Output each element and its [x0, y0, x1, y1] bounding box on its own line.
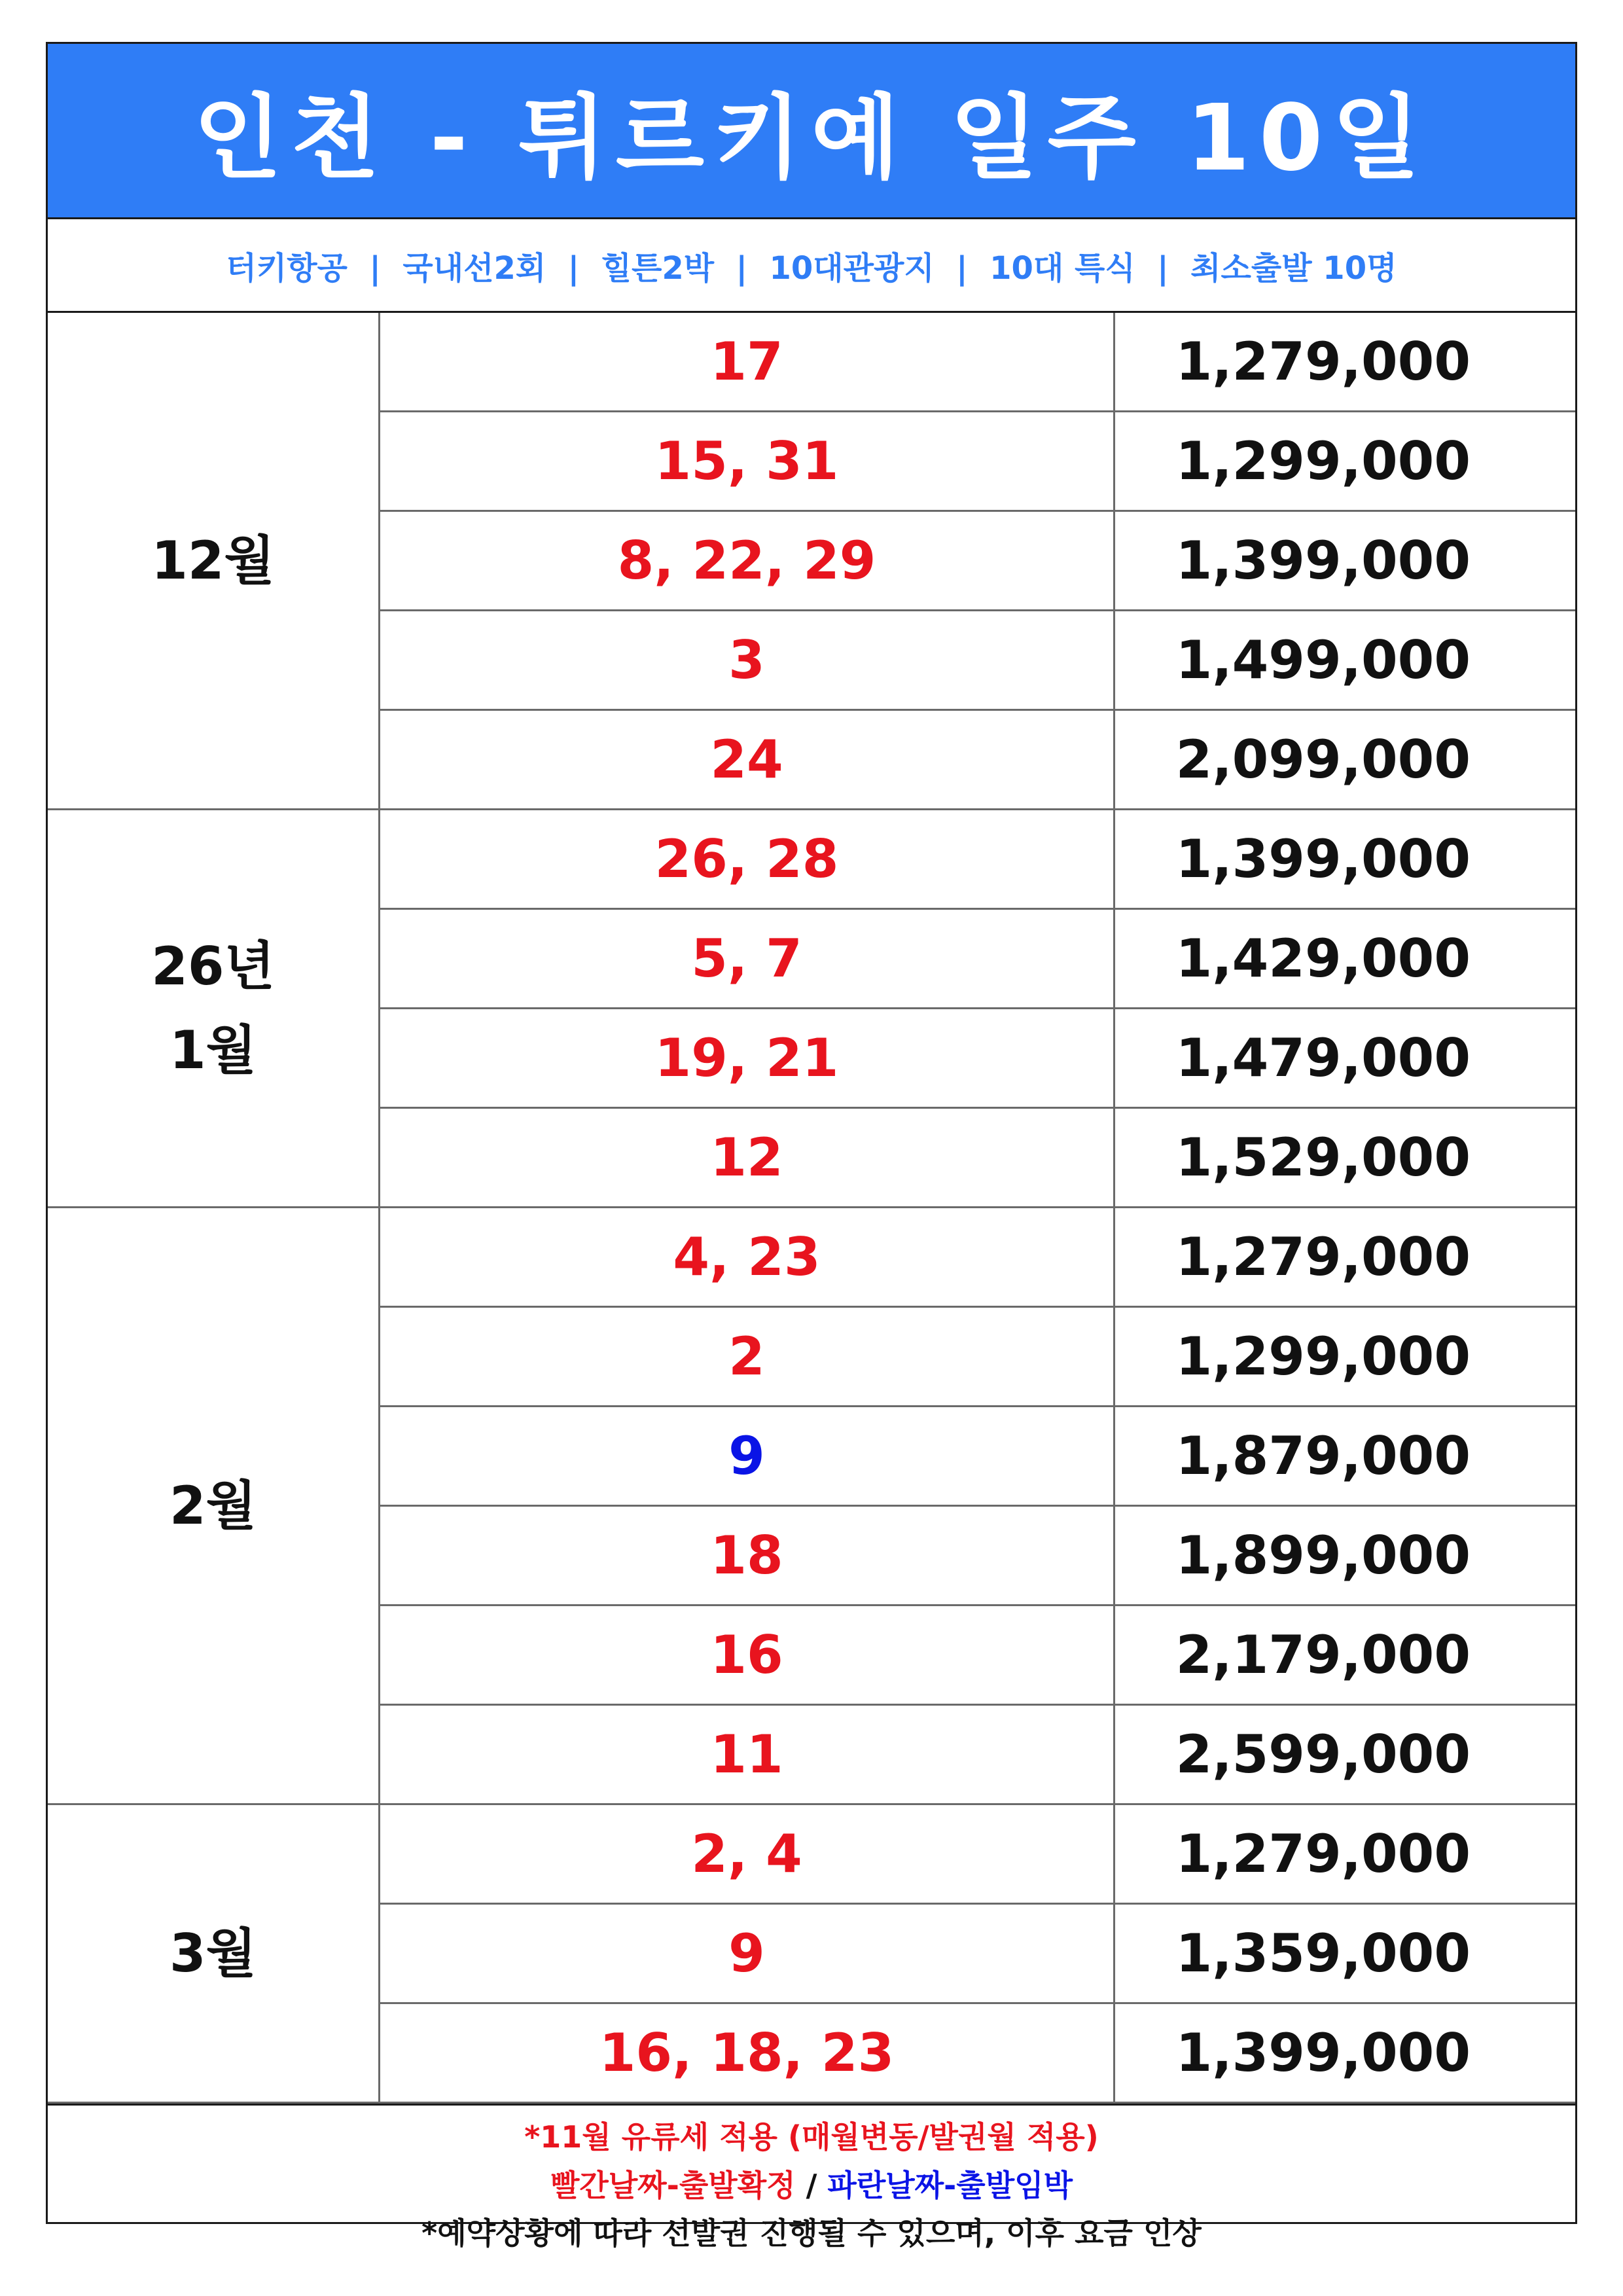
departure-dates: 16 [380, 1605, 1115, 1705]
table-row [48, 313, 1575, 412]
departure-dates: 18 [380, 1506, 1115, 1605]
footer-notes [48, 2104, 1575, 2266]
price-sheet [46, 42, 1577, 2251]
tour-price: 1,529,000 [1115, 1108, 1576, 1208]
page-title: 인천 - 튀르키예 일주 10일 [48, 44, 1575, 217]
legend-confirmed: 빨간날짜-출발확정 [550, 2167, 796, 2203]
tour-price: 1,499,000 [1115, 611, 1576, 710]
tour-price: 2,179,000 [1115, 1605, 1576, 1705]
departure-dates: 3 [380, 611, 1115, 710]
departure-dates: 26, 28 [380, 810, 1115, 909]
tour-price: 2,599,000 [1115, 1705, 1576, 1804]
tour-price: 1,279,000 [1115, 1804, 1576, 1904]
legend-separator: / [795, 2167, 828, 2203]
month-cell [48, 810, 380, 1208]
departure-dates: 24 [380, 710, 1115, 810]
tour-price: 2,099,000 [1115, 710, 1576, 810]
tour-price: 1,479,000 [1115, 1009, 1576, 1108]
color-legend [550, 2162, 1073, 2210]
departure-dates: 19, 21 [380, 1009, 1115, 1108]
tour-highlights: 터키항공 | 국내선2회 | 힐튼2박 | 10대관광지 | 10대 특식 | 최소출발 10명 [48, 217, 1575, 313]
departure-dates: 2, 4 [380, 1804, 1115, 1904]
table-row [48, 1804, 1575, 1904]
departure-dates: 11 [380, 1705, 1115, 1804]
departure-dates: 16, 18, 23 [380, 2003, 1115, 2103]
tour-price: 1,429,000 [1115, 909, 1576, 1009]
tour-price: 1,879,000 [1115, 1407, 1576, 1506]
departure-dates: 4, 23 [380, 1208, 1115, 1307]
departure-dates: 5, 7 [380, 909, 1115, 1009]
table-row [48, 810, 1575, 909]
departure-price-table [48, 313, 1575, 2104]
departure-dates: 8, 22, 29 [380, 511, 1115, 611]
month-label: 12월 [151, 529, 275, 591]
month-label: 1월 [169, 1019, 257, 1081]
tour-price: 1,279,000 [1115, 313, 1576, 412]
tour-price: 1,399,000 [1115, 511, 1576, 611]
booking-note: *예약상황에 따라 선발권 진행될 수 있으며, 이후 요금 인상 [421, 2215, 1202, 2251]
legend-imminent: 파란날짜-출발임박 [827, 2167, 1073, 2203]
departure-dates: 9 [380, 1904, 1115, 2003]
month-label: 26년 [151, 935, 275, 997]
table-row [48, 1208, 1575, 1307]
month-label: 3월 [169, 1922, 257, 1984]
tour-price: 1,399,000 [1115, 810, 1576, 909]
month-label: 2월 [169, 1475, 257, 1536]
month-cell [48, 1804, 380, 2103]
tour-price: 1,359,000 [1115, 1904, 1576, 2003]
month-cell [48, 313, 380, 810]
departure-dates: 2 [380, 1307, 1115, 1407]
departure-dates: 9 [380, 1407, 1115, 1506]
tour-price: 1,279,000 [1115, 1208, 1576, 1307]
tour-price: 1,899,000 [1115, 1506, 1576, 1605]
tour-price: 1,399,000 [1115, 2003, 1576, 2103]
departure-dates: 15, 31 [380, 412, 1115, 511]
month-cell [48, 1208, 380, 1804]
departure-dates: 17 [380, 313, 1115, 412]
tour-price: 1,299,000 [1115, 412, 1576, 511]
fuel-surcharge-note: *11월 유류세 적용 (매월변동/발권월 적용) [524, 2119, 1099, 2155]
departure-dates: 12 [380, 1108, 1115, 1208]
tour-price: 1,299,000 [1115, 1307, 1576, 1407]
